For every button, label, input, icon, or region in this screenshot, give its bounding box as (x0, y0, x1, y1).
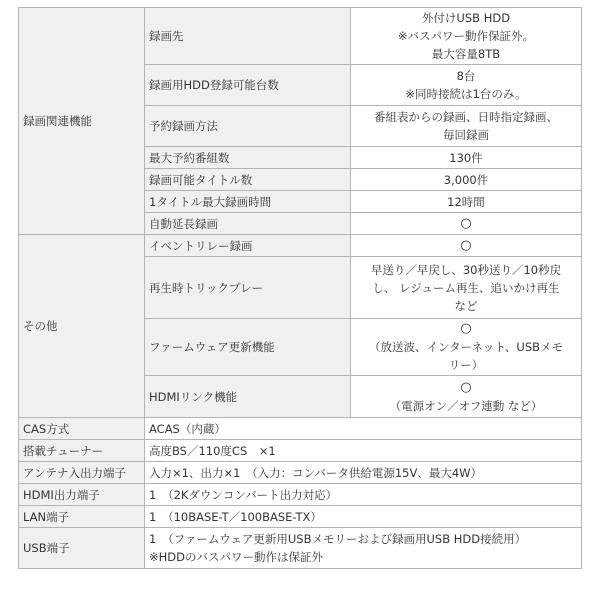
row-label: ファームウェア更新機能 (145, 319, 351, 376)
value-line: など (454, 298, 478, 313)
value-line: リー） (448, 358, 484, 372)
category-cell: 録画関連機能 (19, 8, 145, 235)
value-line: （電源オン／オフ連動 など） (389, 398, 543, 413)
row-value (145, 528, 582, 569)
table-row (19, 440, 582, 462)
table-row (19, 8, 582, 65)
row-label: 録画可能タイトル数 (145, 169, 351, 191)
row-value: 入力×1、出力×1 （入力：コンバータ供給電源15V、最大4W） (145, 462, 582, 484)
row-label: HDMI出力端子 (19, 484, 145, 506)
row-value (351, 257, 582, 319)
row-label: 録画用HDD登録可能台数 (145, 65, 351, 106)
row-label: 予約録画方法 (145, 106, 351, 147)
row-label: 自動延長録画 (145, 213, 351, 235)
value-line: 外付けUSB HDD (421, 11, 511, 25)
value-line: 毎回録画 (443, 128, 489, 142)
table-row (19, 462, 582, 484)
row-label: イベントリレー録画 (145, 235, 351, 257)
row-value: 130件 (351, 147, 582, 169)
row-label: HDMIリンク機能 (145, 376, 351, 418)
row-value: 1 （2Kダウンコンバート出力対応） (145, 484, 582, 506)
table-row (19, 418, 582, 440)
row-value (351, 235, 582, 257)
row-value (351, 8, 582, 65)
value-line: 早送り／早戻し、30秒送り／10秒戻 (370, 262, 562, 277)
row-label: 搭載チューナー (19, 440, 145, 462)
circle-mark-icon: ○ (460, 321, 472, 336)
table-row (19, 528, 582, 569)
table-row (19, 235, 582, 257)
row-value (351, 65, 582, 106)
row-value (351, 213, 582, 235)
value-line: ※同時接続は1台のみ。 (405, 87, 527, 101)
row-label: 最大予約番組数 (145, 147, 351, 169)
category-cell: その他 (19, 235, 145, 418)
spec-table-container (18, 7, 582, 569)
row-value (351, 376, 582, 418)
circle-mark-icon: ○ (460, 379, 472, 395)
circle-mark-icon: ○ (460, 215, 472, 231)
row-value: 12時間 (351, 191, 582, 213)
table-row (19, 506, 582, 528)
row-value: 3,000件 (351, 169, 582, 191)
value-line: 番組表からの録画、日時指定録画、 (374, 110, 558, 124)
value-line: し、 レジューム再生、追いかけ再生 (372, 280, 560, 295)
table-row (19, 484, 582, 506)
row-label: LAN端子 (19, 506, 145, 528)
value-line: 1 （ファームウェア更新用USBメモリーおよび録画用USB HDD接続用） (149, 532, 527, 546)
value-line: ※バスパワー動作保証外。 (397, 29, 535, 43)
value-line: 8台 (456, 69, 476, 83)
row-label: USB端子 (19, 528, 145, 569)
row-value: 1 （10BASE-T／100BASE-TX） (145, 506, 582, 528)
row-value (351, 106, 582, 147)
value-line: （放送波、インターネット、USBメモ (368, 340, 564, 354)
row-label: 再生時トリックプレー (145, 257, 351, 319)
value-line: ※HDDのバスパワー動作は保証外 (149, 550, 323, 564)
row-label: アンテナ入出力端子 (19, 462, 145, 484)
row-value: 高度BS／110度CS ×1 (145, 440, 582, 462)
row-label: 1タイトル最大録画時間 (145, 191, 351, 213)
row-value: ACAS（内蔵） (145, 418, 582, 440)
circle-mark-icon: ○ (460, 237, 472, 253)
row-value (351, 319, 582, 376)
value-line: 最大容量8TB (431, 47, 501, 61)
spec-table (18, 7, 582, 569)
row-label: 録画先 (145, 8, 351, 65)
row-label: CAS方式 (19, 418, 145, 440)
